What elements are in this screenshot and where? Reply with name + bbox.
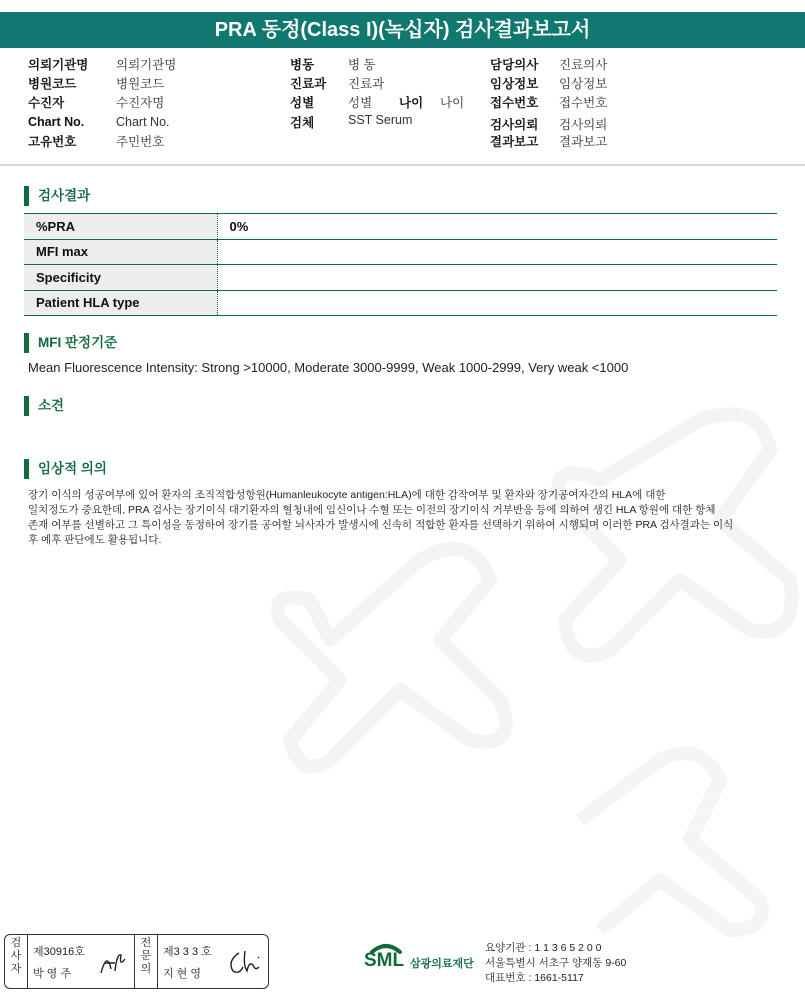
info-label: 병동 [290,58,315,72]
specialist-label [135,935,157,988]
inspector-label [5,935,27,988]
box-divider [157,935,158,988]
specialist-name: 지 현 영 [163,968,201,980]
contact-line: 요양기관 : 1 1 3 6 5 2 0 0 [485,942,602,954]
box-divider [27,935,28,988]
info-label: 진료과 [290,77,327,91]
inspector-label-char: 자 [10,963,22,975]
info-value: 진료과 [348,77,385,91]
info-label: 담당의사 [490,58,539,72]
contact-line: 대표번호 : 1661-5117 [485,972,584,984]
info-value: 병 동 [348,58,376,72]
specialist-label-char: 의 [140,963,152,975]
age-value: 나이 [440,96,465,110]
specialist-label-char: 전 [140,937,152,949]
info-label: 의뢰기관명 [28,58,89,72]
inspector-label-char: 사 [10,950,22,962]
clinical-line: 장기 이식의 성공여부에 있어 환자의 조직적합성항원(Humanleukocyte antigen:HLA)에 대한 감작여부 및 환자와 장기공여자간의 HLA에 대한 [28,489,666,501]
header-divider [0,164,805,166]
info-label: 수진자 [28,96,65,110]
mfi-criteria-text: Mean Fluorescence Intensity: Strong >10000, Moderate 3000-9999, Weak 1000-2999, Very weak <1000 [28,360,629,375]
section-opinion-heading: 소견 [24,396,64,416]
table-row [24,290,777,316]
clinical-text [28,488,778,548]
result-label: %PRA [24,214,217,240]
info-value: Chart No. [116,115,170,129]
result-value: 0% [217,214,777,240]
info-label: 검사의뢰 [490,118,539,132]
specialist-signature [225,947,263,977]
result-value [217,265,777,291]
info-label: 접수번호 [490,96,539,110]
info-value: 성별 [348,96,373,110]
info-value: 병원코드 [116,77,165,91]
info-value: 임상정보 [559,77,608,91]
info-label: 결과보고 [490,135,539,149]
section-mfi-heading: MFI 판정기준 [24,333,117,353]
section-results-heading: 검사결과 [24,186,90,206]
info-value: 진료의사 [559,58,608,72]
specialist-label-char: 문 [140,950,152,962]
signature-box [4,934,269,989]
table-row [24,214,777,240]
results-table [24,213,777,316]
age-label: 나이 [399,96,424,110]
clinical-line: 일치정도가 중요한데, PRA 검사는 장기이식 대기환자의 혈청내에 임신이나 수혈 또는 이전의 장기이식 거부반응 등에 의하여 생긴 HLA 항원에 대한 항체 [28,504,716,516]
section-clinical-heading: 임상적 의의 [24,459,107,479]
info-label: 고유번호 [28,135,77,149]
logo-text: SML [364,950,405,971]
specialist-number: 제3 3 3 호 [163,946,212,958]
info-value: 접수번호 [559,96,608,110]
info-label: 성별 [290,96,315,110]
inspector-signature [97,945,131,979]
inspector-name: 박 영 주 [33,968,71,980]
report-title: PRA 동정(Class I)(녹십자) 검사결과보고서 [0,12,805,48]
contact-info [485,941,626,986]
info-value: 결과보고 [559,135,608,149]
contact-line: 서울특별시 서초구 양재동 9-60 [485,957,627,969]
info-label: Chart No. [28,115,85,129]
info-value: 수진자명 [116,96,165,110]
inspector-number: 제30916호 [33,946,85,958]
clinical-line: 후 예후 판단에도 활용됩니다. [28,534,162,546]
info-label: 병원코드 [28,77,77,91]
info-value: 검사의뢰 [559,118,608,132]
result-label: MFI max [24,239,217,265]
info-value: SST Serum [348,113,413,127]
result-value [217,239,777,265]
result-label: Patient HLA type [24,290,217,316]
result-value [217,290,777,316]
info-value: 주민번호 [116,135,165,149]
info-label: 검체 [290,116,315,130]
result-label: Specificity [24,265,217,291]
clinical-line: 존재 여부를 선별하고 그 특이성을 동정하여 장기를 공여할 뇌사자가 발생시에 신속히 적합한 환자를 선택하기 위하여 시행되며 이러한 PRA 검사결과는 이식 [28,519,734,531]
info-label: 임상정보 [490,77,539,91]
inspector-label-char: 검 [10,937,22,949]
table-row [24,265,777,291]
table-row [24,239,777,265]
info-value: 의뢰기관명 [116,58,177,72]
org-name: 삼광의료재단 [410,958,474,970]
